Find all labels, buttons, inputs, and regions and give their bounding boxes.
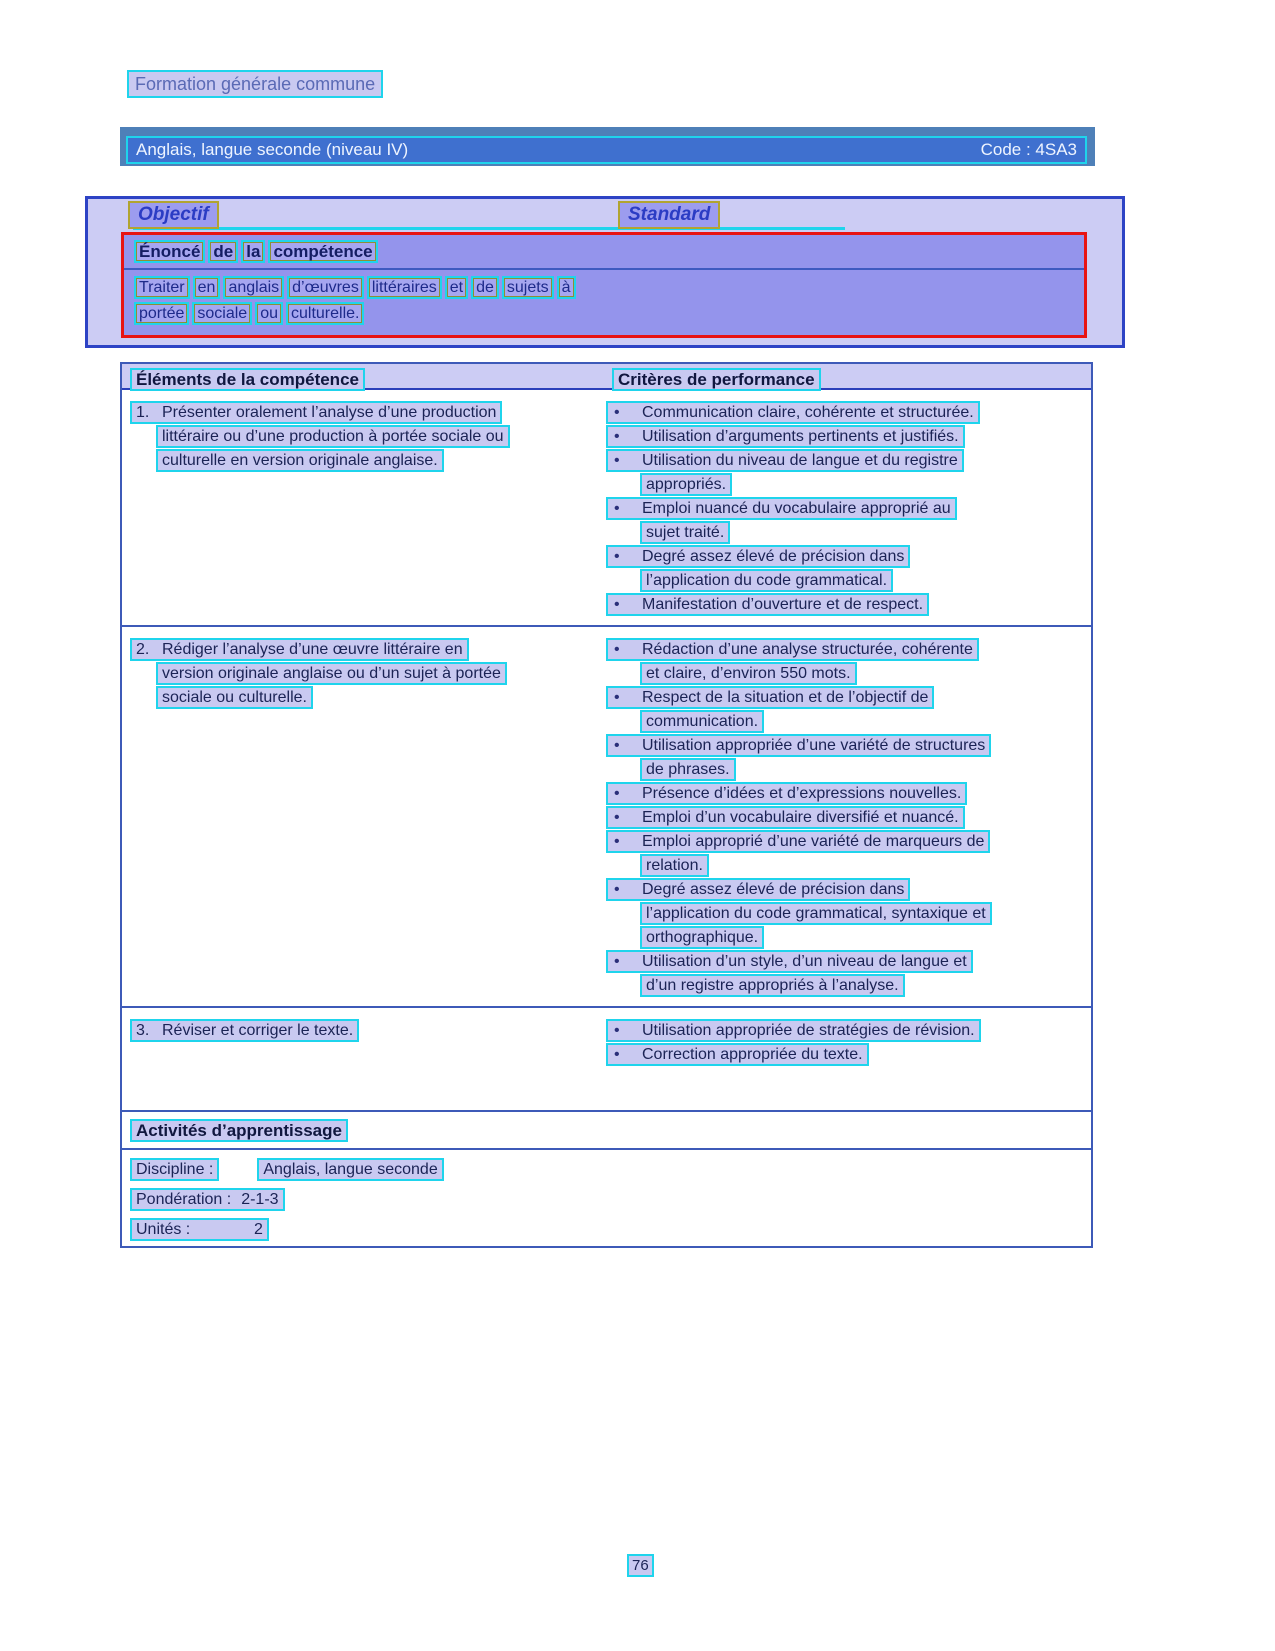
course-header-highlight bbox=[126, 136, 1087, 164]
bullet-icon: • bbox=[614, 452, 620, 469]
criterion-line bbox=[606, 497, 1083, 520]
activities-value: 2 bbox=[254, 1221, 263, 1238]
bullet-icon: • bbox=[614, 548, 620, 565]
activities-row bbox=[130, 1218, 1091, 1241]
criteria-cell bbox=[602, 1008, 1091, 1075]
bullet-icon: • bbox=[614, 953, 620, 970]
criterion-line-highlight: • Manifestation d’ouverture et de respect. bbox=[606, 593, 929, 616]
statement-title-word: Énoncé bbox=[134, 240, 205, 263]
criterion-line-highlight: • Emploi approprié d’une variété de marqueurs de bbox=[606, 830, 990, 853]
statement-word: sujets bbox=[502, 276, 554, 299]
criterion-line bbox=[606, 878, 1083, 901]
criterion-line bbox=[606, 1019, 1083, 1042]
criterion-line bbox=[606, 806, 1083, 829]
criterion-line bbox=[606, 782, 1083, 805]
criterion-line bbox=[606, 1043, 1083, 1066]
criterion-line-highlight: sujet traité. bbox=[640, 521, 730, 544]
criterion-line-highlight: • Degré assez élevé de précision dans bbox=[606, 878, 910, 901]
statement-line bbox=[134, 302, 1084, 325]
bullet-icon: • bbox=[614, 833, 620, 850]
statement-title-word: de bbox=[208, 240, 238, 263]
activities-label-value bbox=[130, 1218, 269, 1241]
statement-title-word: compétence bbox=[268, 240, 377, 263]
criterion-line bbox=[640, 974, 1083, 997]
bullet-icon: • bbox=[614, 785, 620, 802]
column-header-elements: Éléments de la compétence bbox=[130, 368, 365, 391]
learning-activities-rows bbox=[122, 1150, 1091, 1241]
criterion-line-highlight: • Respect de la situation et de l’objectif de bbox=[606, 686, 934, 709]
statement-word: en bbox=[193, 276, 221, 299]
statement-word: sociale bbox=[192, 302, 252, 325]
element-line bbox=[130, 401, 602, 424]
criterion-line-highlight: l’application du code grammatical. bbox=[640, 569, 893, 592]
element-line bbox=[156, 686, 602, 709]
competency-statement-title bbox=[124, 235, 1084, 270]
criterion-line bbox=[606, 950, 1083, 973]
criterion-line bbox=[606, 449, 1083, 472]
bullet-icon: • bbox=[614, 596, 620, 613]
statement-word: littéraires bbox=[367, 276, 442, 299]
course-code: Code : 4SA3 bbox=[980, 140, 1077, 159]
standard-heading: Standard bbox=[618, 201, 720, 229]
criterion-line bbox=[640, 569, 1083, 592]
competency-statement-text bbox=[124, 270, 1084, 325]
element-line bbox=[130, 1019, 602, 1042]
bullet-icon: • bbox=[614, 689, 620, 706]
criteria-cell bbox=[602, 390, 1091, 625]
criterion-line-highlight: • Rédaction d’une analyse structurée, cohérente bbox=[606, 638, 979, 661]
activities-value: Anglais, langue seconde bbox=[257, 1158, 443, 1181]
item-number: 2. bbox=[136, 641, 150, 658]
competency-table-body bbox=[122, 390, 1091, 1110]
competency-table bbox=[120, 362, 1093, 1112]
criterion-line-highlight: • Utilisation du niveau de langue et du registre bbox=[606, 449, 964, 472]
element-line-highlight: 2. Rédiger l’analyse d’une œuvre littéraire en bbox=[130, 638, 469, 661]
criterion-line-highlight: • Degré assez élevé de précision dans bbox=[606, 545, 910, 568]
criterion-line bbox=[640, 662, 1083, 685]
criterion-line-highlight: et claire, d’environ 550 mots. bbox=[640, 662, 857, 685]
page-category-label: Formation générale commune bbox=[127, 70, 383, 98]
activities-row bbox=[130, 1158, 1091, 1181]
criterion-line bbox=[606, 545, 1083, 568]
element-line-highlight: sociale ou culturelle. bbox=[156, 686, 313, 709]
criterion-line-highlight: • Correction appropriée du texte. bbox=[606, 1043, 869, 1066]
element-line-highlight: version originale anglaise ou d’un sujet à portée bbox=[156, 662, 507, 685]
criterion-line-highlight: • Présence d’idées et d’expressions nouvelles. bbox=[606, 782, 967, 805]
learning-activities-header bbox=[122, 1112, 1091, 1150]
criterion-line-highlight: • Emploi d’un vocabulaire diversifié et nuancé. bbox=[606, 806, 965, 829]
column-header-criteria: Critères de performance bbox=[612, 368, 821, 391]
statement-title-word: la bbox=[241, 240, 265, 263]
learning-activities-box bbox=[120, 1110, 1093, 1248]
criterion-line-highlight: de phrases. bbox=[640, 758, 736, 781]
activities-row bbox=[130, 1188, 1091, 1211]
bullet-icon: • bbox=[614, 809, 620, 826]
table-row bbox=[122, 625, 1091, 1006]
criteria-cell bbox=[602, 627, 1091, 1006]
activities-label: Discipline : bbox=[130, 1158, 219, 1181]
statement-word: portée bbox=[134, 302, 189, 325]
activities-value: 2-1-3 bbox=[241, 1191, 279, 1208]
criterion-line-highlight: orthographique. bbox=[640, 926, 764, 949]
criterion-line-highlight: appropriés. bbox=[640, 473, 732, 496]
element-line-highlight: littéraire ou d’une production à portée sociale ou bbox=[156, 425, 510, 448]
criterion-line-highlight: • Utilisation appropriée de stratégies de révision. bbox=[606, 1019, 981, 1042]
statement-word: et bbox=[445, 276, 468, 299]
bullet-icon: • bbox=[614, 737, 620, 754]
element-cell bbox=[122, 1008, 602, 1051]
statement-word: anglais bbox=[223, 276, 284, 299]
criterion-line-highlight: • Emploi nuancé du vocabulaire approprié au bbox=[606, 497, 957, 520]
bullet-icon: • bbox=[614, 881, 620, 898]
criterion-line bbox=[640, 473, 1083, 496]
element-line bbox=[156, 449, 602, 472]
activities-label-value bbox=[130, 1188, 285, 1211]
bullet-icon: • bbox=[614, 1022, 620, 1039]
statement-word: à bbox=[557, 276, 576, 299]
table-row bbox=[122, 390, 1091, 625]
statement-word: culturelle. bbox=[286, 302, 364, 325]
element-line bbox=[156, 425, 602, 448]
bullet-icon: • bbox=[614, 641, 620, 658]
criterion-line bbox=[606, 638, 1083, 661]
competency-table-header-row bbox=[122, 364, 1091, 390]
criterion-line-highlight: • Utilisation d’un style, d’un niveau de langue et bbox=[606, 950, 973, 973]
criterion-line-highlight: • Utilisation appropriée d’une variété de structures bbox=[606, 734, 991, 757]
criterion-line bbox=[640, 926, 1083, 949]
criterion-line bbox=[640, 710, 1083, 733]
statement-word: d’œuvres bbox=[287, 276, 364, 299]
page-number: 76 bbox=[627, 1554, 654, 1577]
activities-label: Unités : bbox=[136, 1221, 191, 1238]
criterion-line bbox=[640, 902, 1083, 925]
criterion-line-highlight: communication. bbox=[640, 710, 764, 733]
criterion-line bbox=[640, 521, 1083, 544]
element-line-highlight: 3. Réviser et corriger le texte. bbox=[130, 1019, 359, 1042]
objective-standard-panel bbox=[85, 196, 1125, 348]
criterion-line bbox=[640, 758, 1083, 781]
criterion-line bbox=[606, 830, 1083, 853]
statement-word: Traiter bbox=[134, 276, 190, 299]
item-number: 1. bbox=[136, 404, 150, 421]
objectif-heading: Objectif bbox=[128, 201, 219, 229]
course-header-bar bbox=[120, 127, 1095, 166]
criterion-line-highlight: d’un registre appropriés à l’analyse. bbox=[640, 974, 905, 997]
criterion-line-highlight: • Communication claire, cohérente et structurée. bbox=[606, 401, 980, 424]
bullet-icon: • bbox=[614, 428, 620, 445]
criterion-line bbox=[606, 686, 1083, 709]
statement-word: de bbox=[471, 276, 499, 299]
criterion-line bbox=[606, 401, 1083, 424]
bullet-icon: • bbox=[614, 500, 620, 517]
criterion-line-highlight: relation. bbox=[640, 854, 709, 877]
criterion-line-highlight: • Utilisation d’arguments pertinents et justifiés. bbox=[606, 425, 965, 448]
element-line-highlight: 1. Présenter oralement l’analyse d’une production bbox=[130, 401, 502, 424]
criterion-line-highlight: l’application du code grammatical, syntaxique et bbox=[640, 902, 992, 925]
bullet-icon: • bbox=[614, 404, 620, 421]
criterion-line bbox=[640, 854, 1083, 877]
element-line bbox=[156, 662, 602, 685]
table-row bbox=[122, 1006, 1091, 1110]
criterion-line bbox=[606, 734, 1083, 757]
item-number: 3. bbox=[136, 1022, 150, 1039]
element-line-highlight: culturelle en version originale anglaise. bbox=[156, 449, 444, 472]
statement-line bbox=[134, 276, 1084, 299]
element-cell bbox=[122, 627, 602, 718]
bullet-icon: • bbox=[614, 1046, 620, 1063]
element-cell bbox=[122, 390, 602, 481]
course-title: Anglais, langue seconde (niveau IV) bbox=[136, 140, 409, 159]
statement-word: ou bbox=[255, 302, 283, 325]
criterion-line bbox=[606, 425, 1083, 448]
annotation-connector-line bbox=[133, 204, 845, 230]
learning-activities-title: Activités d’apprentissage bbox=[130, 1119, 348, 1142]
activities-label: Pondération : bbox=[136, 1191, 232, 1208]
criterion-line bbox=[606, 593, 1083, 616]
competency-statement-box bbox=[121, 232, 1087, 338]
element-line bbox=[130, 638, 602, 661]
